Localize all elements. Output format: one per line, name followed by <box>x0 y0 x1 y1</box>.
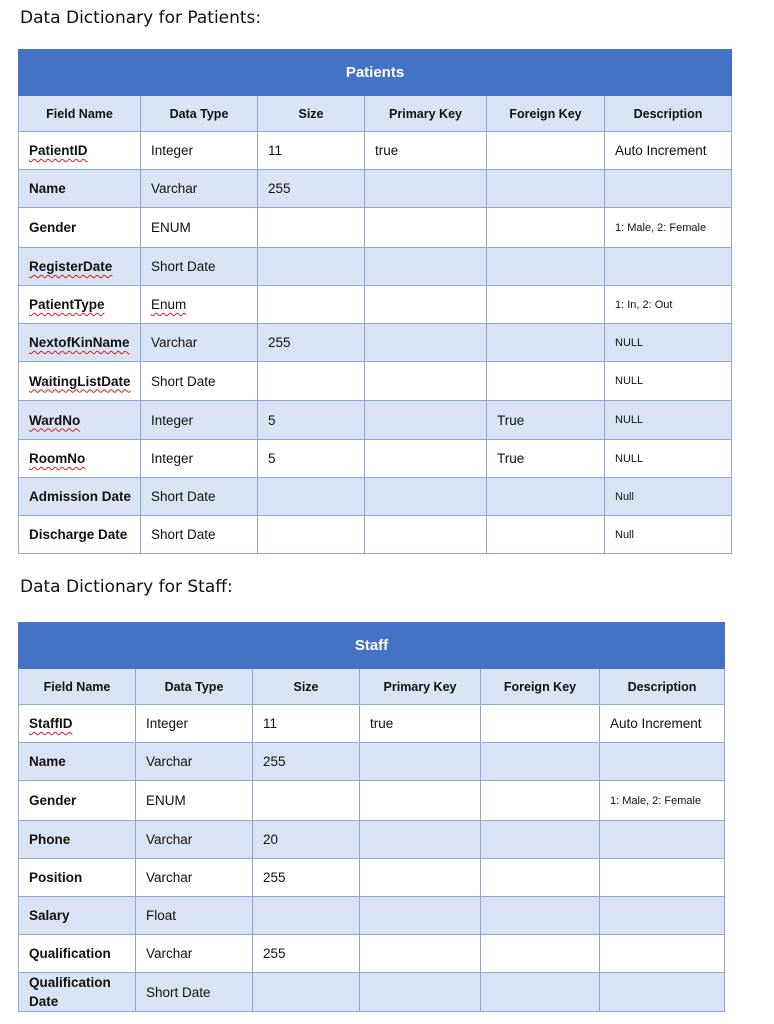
size-cell: 255 <box>253 859 360 897</box>
patients-heading: Data Dictionary for Patients: <box>20 8 262 28</box>
size-cell: 255 <box>258 170 365 208</box>
field-name-cell: Salary <box>19 897 136 935</box>
primary-key-cell <box>365 324 487 362</box>
field-name-cell <box>19 286 141 324</box>
foreign-key-cell <box>481 743 600 781</box>
foreign-key-cell <box>487 286 605 324</box>
column-header-foreign-key: Foreign Key <box>481 669 600 705</box>
description-cell: NULL <box>605 440 732 478</box>
table-row <box>19 401 732 440</box>
description-cell <box>600 935 725 973</box>
column-header-description: Description <box>605 96 732 132</box>
table-row <box>19 170 732 208</box>
data-type-cell: Short Date <box>141 478 258 516</box>
data-type-cell: Varchar <box>136 743 253 781</box>
column-header-size: Size <box>253 669 360 705</box>
size-cell: 5 <box>258 440 365 478</box>
foreign-key-cell <box>487 478 605 516</box>
size-cell: 255 <box>258 324 365 362</box>
data-type-cell: Integer <box>141 401 258 440</box>
data-type-cell: Integer <box>141 132 258 170</box>
field-name-cell: Name <box>19 170 141 208</box>
spellcheck-underlined-text: StaffID <box>29 716 73 731</box>
size-cell <box>258 248 365 286</box>
size-cell <box>258 478 365 516</box>
primary-key-cell <box>360 781 481 821</box>
spellcheck-underlined-text: PatientID <box>29 143 88 158</box>
description-cell: NULL <box>605 401 732 440</box>
primary-key-cell <box>365 516 487 554</box>
table-row <box>19 286 732 324</box>
table-row <box>19 821 725 859</box>
foreign-key-cell <box>487 362 605 401</box>
primary-key-cell <box>360 821 481 859</box>
patients-table-title: Patients <box>19 50 732 96</box>
primary-key-cell <box>365 362 487 401</box>
foreign-key-cell <box>481 973 600 1012</box>
foreign-key-cell <box>481 897 600 935</box>
spellcheck-underlined-text: WardNo <box>29 412 81 428</box>
size-cell: 255 <box>253 935 360 973</box>
size-cell <box>253 973 360 1012</box>
foreign-key-cell <box>481 821 600 859</box>
field-name-cell <box>19 248 141 286</box>
field-name-cell <box>19 362 141 401</box>
primary-key-cell: true <box>365 132 487 170</box>
column-header-field-name: Field Name <box>19 96 141 132</box>
data-type-cell: Varchar <box>136 935 253 973</box>
size-cell <box>258 362 365 401</box>
spellcheck-underlined-text: RegisterDate <box>29 259 113 274</box>
primary-key-cell <box>365 208 487 248</box>
description-cell <box>600 897 725 935</box>
data-type-cell: Float <box>136 897 253 935</box>
primary-key-cell <box>365 440 487 478</box>
table-row <box>19 705 725 743</box>
description-cell: Auto Increment <box>605 132 732 170</box>
foreign-key-cell <box>481 935 600 973</box>
table-row <box>19 516 732 554</box>
size-cell <box>258 286 365 324</box>
field-name-cell: Gender <box>19 781 136 821</box>
table-row <box>19 324 732 362</box>
foreign-key-cell <box>481 859 600 897</box>
field-name-cell <box>19 132 141 170</box>
data-type-cell: ENUM <box>136 781 253 821</box>
table-row <box>19 859 725 897</box>
description-cell: 1: Male, 2: Female <box>600 781 725 821</box>
field-name-cell <box>19 324 141 362</box>
foreign-key-cell: True <box>487 401 605 440</box>
field-name-cell: Qualification Date <box>19 973 136 1012</box>
description-cell: 1: Male, 2: Female <box>605 208 732 248</box>
table-row <box>19 440 732 478</box>
size-cell <box>258 208 365 248</box>
description-cell: Null <box>605 478 732 516</box>
foreign-key-cell <box>487 516 605 554</box>
primary-key-cell <box>365 170 487 208</box>
column-header-field-name: Field Name <box>19 669 136 705</box>
description-cell: 1: In, 2: Out <box>605 286 732 324</box>
data-type-cell: Integer <box>141 440 258 478</box>
data-type-cell: Varchar <box>141 170 258 208</box>
foreign-key-cell <box>481 781 600 821</box>
table-row <box>19 897 725 935</box>
field-name-cell: Discharge Date <box>19 516 141 554</box>
primary-key-cell <box>365 401 487 440</box>
data-type-cell: Varchar <box>136 821 253 859</box>
data-type-cell: Integer <box>136 705 253 743</box>
primary-key-cell <box>360 897 481 935</box>
spellcheck-underlined-text: WaitingListDate <box>29 373 131 389</box>
spellcheck-underlined-text: RoomNo <box>29 451 86 466</box>
size-cell <box>253 897 360 935</box>
spellcheck-underlined-text: NextofKinName <box>29 335 130 350</box>
field-name-cell: Gender <box>19 208 141 248</box>
description-cell <box>600 821 725 859</box>
staff-table-title: Staff <box>19 623 725 669</box>
table-row <box>19 743 725 781</box>
column-header-description: Description <box>600 669 725 705</box>
foreign-key-cell <box>487 324 605 362</box>
staff-heading: Data Dictionary for Staff: <box>20 577 233 597</box>
field-name-cell <box>19 705 136 743</box>
field-name-cell: Phone <box>19 821 136 859</box>
spellcheck-underlined-text: Enum <box>151 297 187 312</box>
table-row <box>19 478 732 516</box>
data-type-cell: Short Date <box>136 973 253 1012</box>
description-cell <box>600 859 725 897</box>
description-cell: Null <box>605 516 732 554</box>
data-type-cell: Short Date <box>141 248 258 286</box>
table-row <box>19 132 732 170</box>
column-header-data-type: Data Type <box>141 96 258 132</box>
spellcheck-underlined-text: PatientType <box>29 297 105 312</box>
primary-key-cell: true <box>360 705 481 743</box>
foreign-key-cell <box>487 208 605 248</box>
table-row <box>19 362 732 401</box>
description-cell <box>605 170 732 208</box>
table-row <box>19 248 732 286</box>
description-cell <box>600 743 725 781</box>
field-name-cell <box>19 440 141 478</box>
size-cell <box>253 781 360 821</box>
data-type-cell: ENUM <box>141 208 258 248</box>
description-cell: NULL <box>605 324 732 362</box>
patients-table <box>18 49 732 554</box>
foreign-key-cell <box>487 170 605 208</box>
table-row <box>19 781 725 821</box>
foreign-key-cell: True <box>487 440 605 478</box>
field-name-cell: Position <box>19 859 136 897</box>
data-type-cell: Varchar <box>136 859 253 897</box>
column-header-primary-key: Primary Key <box>365 96 487 132</box>
table-row <box>19 935 725 973</box>
description-cell <box>600 973 725 1012</box>
primary-key-cell <box>365 286 487 324</box>
size-cell <box>258 516 365 554</box>
staff-table <box>18 622 725 1012</box>
description-cell: NULL <box>605 362 732 401</box>
column-header-primary-key: Primary Key <box>360 669 481 705</box>
primary-key-cell <box>360 743 481 781</box>
primary-key-cell <box>360 859 481 897</box>
column-header-size: Size <box>258 96 365 132</box>
size-cell: 255 <box>253 743 360 781</box>
data-type-cell: Varchar <box>141 324 258 362</box>
data-type-cell: Short Date <box>141 362 258 401</box>
foreign-key-cell <box>487 132 605 170</box>
size-cell: 5 <box>258 401 365 440</box>
primary-key-cell <box>365 478 487 516</box>
table-row <box>19 973 725 1012</box>
size-cell: 11 <box>258 132 365 170</box>
size-cell: 20 <box>253 821 360 859</box>
field-name-cell <box>19 401 141 440</box>
primary-key-cell <box>365 248 487 286</box>
column-header-data-type: Data Type <box>136 669 253 705</box>
size-cell: 11 <box>253 705 360 743</box>
column-header-foreign-key: Foreign Key <box>487 96 605 132</box>
primary-key-cell <box>360 935 481 973</box>
field-name-cell: Qualification <box>19 935 136 973</box>
field-name-cell: Name <box>19 743 136 781</box>
description-cell: Auto Increment <box>600 705 725 743</box>
field-name-cell: Admission Date <box>19 478 141 516</box>
data-type-cell: Short Date <box>141 516 258 554</box>
table-row <box>19 208 732 248</box>
foreign-key-cell <box>481 705 600 743</box>
data-type-cell <box>141 286 258 324</box>
foreign-key-cell <box>487 248 605 286</box>
description-cell <box>605 248 732 286</box>
primary-key-cell <box>360 973 481 1012</box>
